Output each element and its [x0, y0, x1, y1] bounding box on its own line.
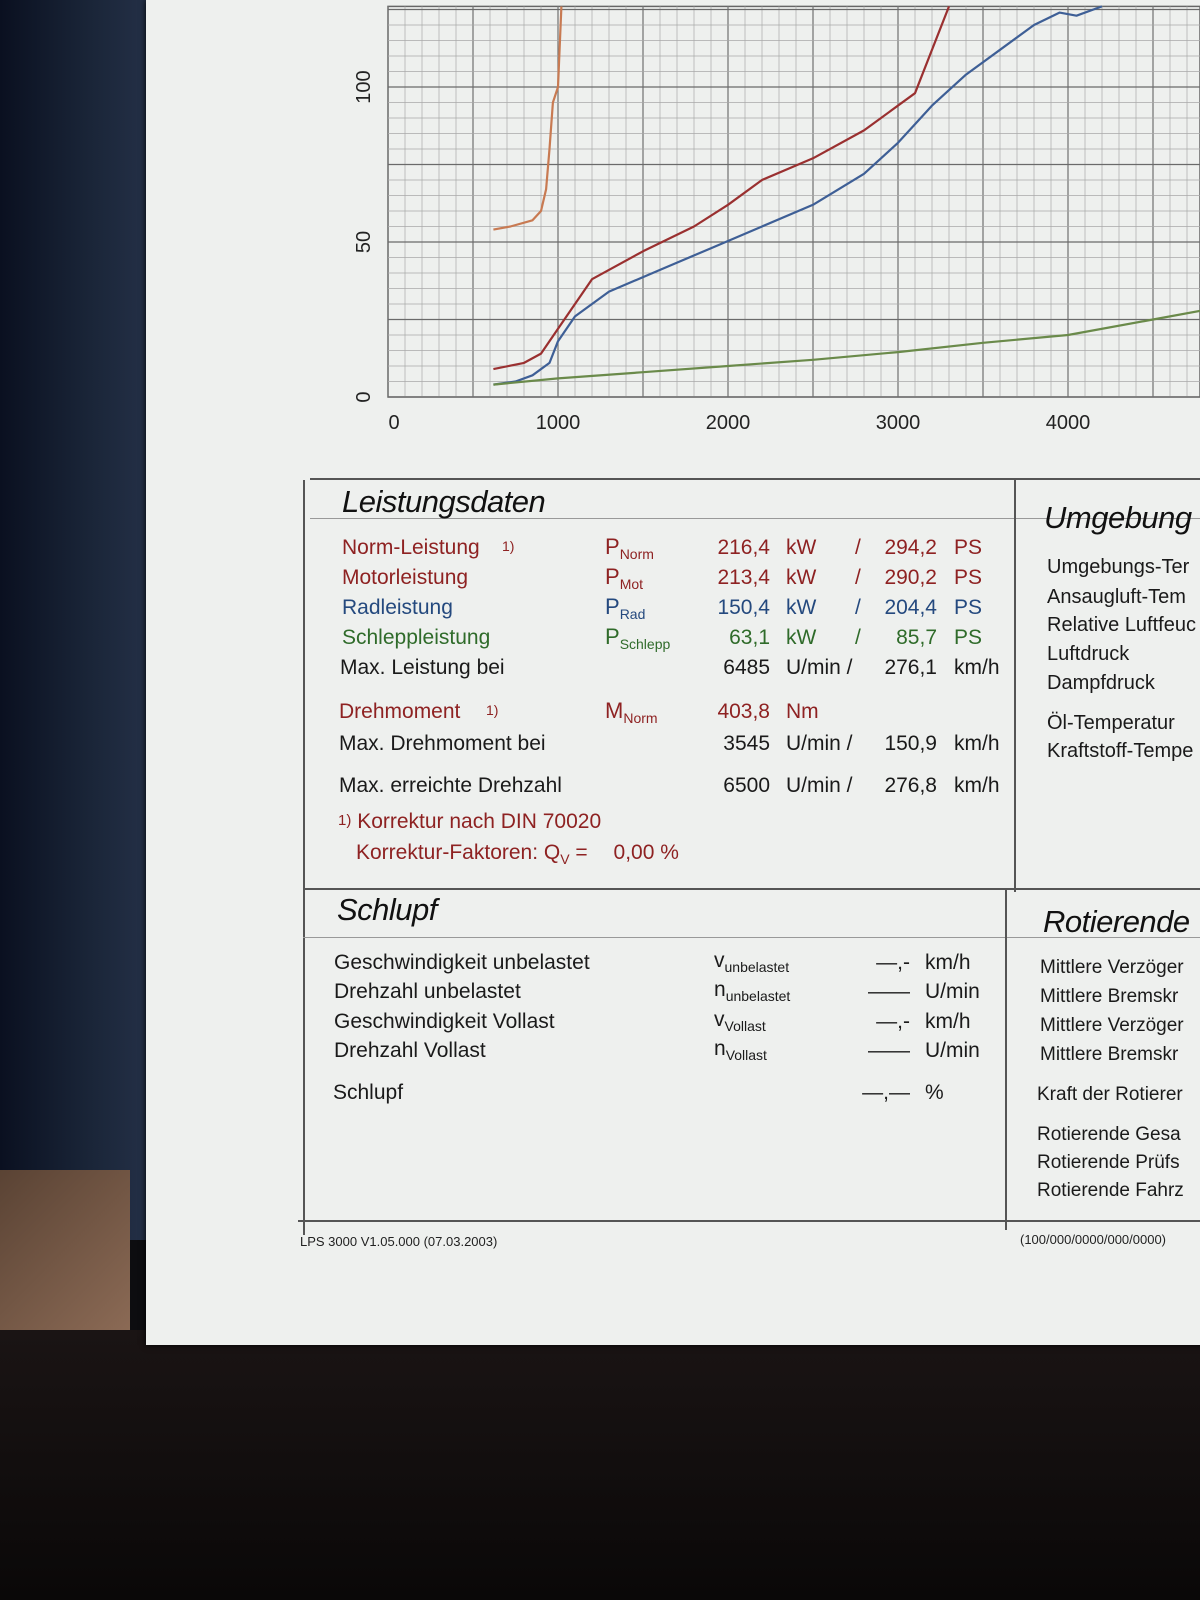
schlupf-unit: km/h [925, 951, 971, 974]
leistung-unit-2: km/h [954, 656, 1000, 679]
x-tick-label: 4000 [1045, 412, 1091, 434]
schlupf-unit: km/h [925, 1010, 971, 1033]
leistung-symbol [605, 594, 645, 622]
footnote-din [338, 810, 601, 834]
correction-label: Korrektur-Faktoren: Q [356, 841, 561, 864]
leistung-unit-1: kW [786, 566, 817, 589]
leistung-separator: / [855, 566, 861, 589]
leistung-value-2: 150,9 [884, 732, 937, 755]
rotierende-item: Mittlere Verzöger [1040, 957, 1184, 978]
background-table [0, 1170, 130, 1330]
leistung-value-1: 213,4 [717, 566, 770, 589]
leistung-value-1: 216,4 [717, 536, 770, 559]
symbol-sub: unbelastet [724, 959, 790, 976]
schlupf-symbol [714, 978, 790, 1004]
x-tick-label: 3000 [875, 412, 921, 434]
leistung-value-1: 403,8 [717, 700, 770, 723]
leistung-unit-2: PS [954, 566, 983, 589]
symbol-letter: n [714, 1037, 726, 1060]
footer-code: (100/000/0000/000/0000) [1020, 1232, 1167, 1247]
symbol-sub: Schlepp [619, 636, 671, 653]
leistung-value-2: 290,2 [884, 566, 937, 589]
panel-border-left [303, 480, 305, 1235]
schlupf-unit: U/min [925, 980, 980, 1003]
x-tick-label: 0 [388, 412, 400, 434]
panel-border-top [310, 478, 1200, 480]
umgebung-item: Luftdruck [1047, 643, 1130, 665]
umgebung-title: Umgebung [1044, 500, 1192, 535]
leistung-unit-1: kW [786, 626, 817, 649]
x-tick-label: 1000 [535, 412, 581, 434]
y-tick-label: 50 [353, 230, 375, 254]
rotierende-item: Rotierende Prüfs [1037, 1152, 1180, 1173]
leistung-unit-1: U/min / [786, 656, 853, 679]
leistung-value-2: 276,8 [884, 774, 937, 797]
footnote-text: Korrektur nach DIN 70020 [357, 810, 602, 833]
symbol-letter: n [714, 978, 726, 1001]
leistung-footnote: 1) [502, 538, 515, 554]
symbol-letter: P [605, 534, 620, 559]
schlupf-symbol [714, 1037, 767, 1063]
umgebung-item: Dampfdruck [1047, 672, 1155, 694]
leistung-symbol [605, 564, 643, 592]
y-tick-label: 0 [353, 391, 375, 403]
leistung-unit-2: PS [954, 596, 983, 619]
plot-frame [388, 6, 1200, 397]
umgebung-item: Kraftstoff-Tempe [1047, 740, 1194, 762]
schlupf-symbol [714, 1008, 766, 1034]
symbol-letter: v [714, 949, 725, 972]
leistung-value-1: 3545 [723, 732, 770, 755]
schlupf-unit: U/min [925, 1039, 980, 1062]
leistung-label: Motorleistung [342, 566, 469, 589]
footnote-mark: 1) [338, 812, 352, 829]
leistung-value-2: 294,2 [884, 536, 937, 559]
schlupf-value: —,— [862, 1081, 910, 1104]
symbol-letter: v [714, 1008, 725, 1031]
schlupf-label: Drehzahl Vollast [334, 1039, 486, 1062]
power-chart [0, 0, 1200, 470]
leistung-separator: / [855, 536, 861, 559]
leistung-value-1: 63,1 [729, 626, 770, 649]
rotierende-item: Mittlere Bremskr [1040, 1044, 1179, 1065]
schlupf-divider-v [1005, 890, 1007, 1230]
leistung-title: Leistungsdaten [342, 484, 546, 519]
schlupf-label: Geschwindigkeit Vollast [334, 1010, 555, 1033]
correction-sub: V [560, 851, 570, 868]
leistung-separator: / [855, 626, 861, 649]
leistung-value-2: 204,4 [884, 596, 937, 619]
leistung-footnote: 1) [486, 702, 499, 718]
umgebung-item: Öl-Temperatur [1047, 712, 1175, 734]
leistung-value-1: 6500 [723, 774, 770, 797]
schlupf-title: Schlupf [337, 892, 437, 927]
symbol-sub: Rad [619, 606, 646, 623]
leistung-value-2: 85,7 [896, 626, 937, 649]
leistung-unit-1: U/min / [786, 732, 853, 755]
correction-value: 0,00 % [613, 841, 679, 864]
leistung-label: Max. Drehmoment bei [339, 732, 546, 755]
leistung-unit-1: kW [786, 536, 817, 559]
symbol-letter: P [605, 624, 620, 649]
leistung-unit-2: PS [954, 536, 983, 559]
symbol-letter: M [605, 698, 624, 723]
schlupf-value: —— [868, 980, 910, 1003]
symbol-sub: Norm [623, 710, 658, 727]
y-tick-label: 100 [353, 70, 375, 104]
correction-eq: = [575, 841, 588, 864]
schlupf-value: —,- [876, 1010, 910, 1033]
schlupf-value: —— [868, 1039, 910, 1062]
schlupf-border-bottom [298, 1220, 1200, 1222]
schlupf-symbol [714, 949, 789, 975]
panel-border-mid [303, 888, 1200, 890]
leistung-value-1: 150,4 [717, 596, 770, 619]
leistung-value-2: 276,1 [884, 656, 937, 679]
leistung-label: Norm-Leistung [342, 536, 480, 559]
leistung-value-1: 6485 [723, 656, 770, 679]
rotierende-item: Rotierende Gesa [1037, 1124, 1181, 1145]
panel-divider-v [1014, 480, 1016, 892]
symbol-sub: Vollast [725, 1047, 767, 1064]
rotierende-title: Rotierende [1043, 904, 1190, 939]
leistung-label: Schleppleistung [342, 626, 491, 649]
leistung-unit-2: km/h [954, 774, 1000, 797]
background-floor [0, 1330, 1200, 1600]
rotierende-item: Mittlere Verzöger [1040, 1015, 1184, 1036]
leistung-unit-2: km/h [954, 732, 1000, 755]
leistung-label: Max. Leistung bei [340, 656, 505, 679]
leistung-label: Radleistung [342, 596, 453, 619]
umgebung-item: Umgebungs-Ter [1047, 556, 1190, 578]
symbol-sub: unbelastet [725, 988, 791, 1005]
x-tick-label: 2000 [705, 412, 751, 434]
leistung-symbol [605, 534, 654, 562]
leistung-unit-2: PS [954, 626, 983, 649]
leistung-unit-1: kW [786, 596, 817, 619]
leistung-separator: / [855, 596, 861, 619]
leistung-label: Max. erreichte Drehzahl [339, 774, 562, 797]
symbol-sub: Mot [619, 576, 644, 593]
symbol-letter: P [605, 564, 620, 589]
umgebung-item: Relative Luftfeuc [1047, 614, 1196, 636]
leistung-label: Drehmoment [339, 700, 461, 723]
symbol-sub: Norm [619, 546, 654, 563]
schlupf-unit: % [925, 1081, 944, 1104]
rotierende-item: Rotierende Fahrz [1037, 1180, 1184, 1201]
leistung-unit-1: U/min / [786, 774, 853, 797]
umgebung-item: Ansaugluft-Tem [1047, 586, 1186, 608]
footer-version: LPS 3000 V1.05.000 (07.03.2003) [300, 1234, 498, 1249]
schlupf-value: —,- [876, 951, 910, 974]
leistung-symbol [605, 698, 658, 726]
rotierende-item: Mittlere Bremskr [1040, 986, 1179, 1007]
symbol-letter: P [605, 594, 620, 619]
correction-factor [356, 841, 679, 867]
leistung-unit-1: Nm [786, 700, 819, 723]
rotierende-item: Kraft der Rotierer [1037, 1084, 1183, 1105]
leistung-symbol [605, 624, 670, 652]
schlupf-label: Drehzahl unbelastet [334, 980, 521, 1003]
symbol-sub: Vollast [724, 1018, 766, 1035]
schlupf-label: Geschwindigkeit unbelastet [334, 951, 590, 974]
schlupf-label: Schlupf [333, 1081, 404, 1104]
